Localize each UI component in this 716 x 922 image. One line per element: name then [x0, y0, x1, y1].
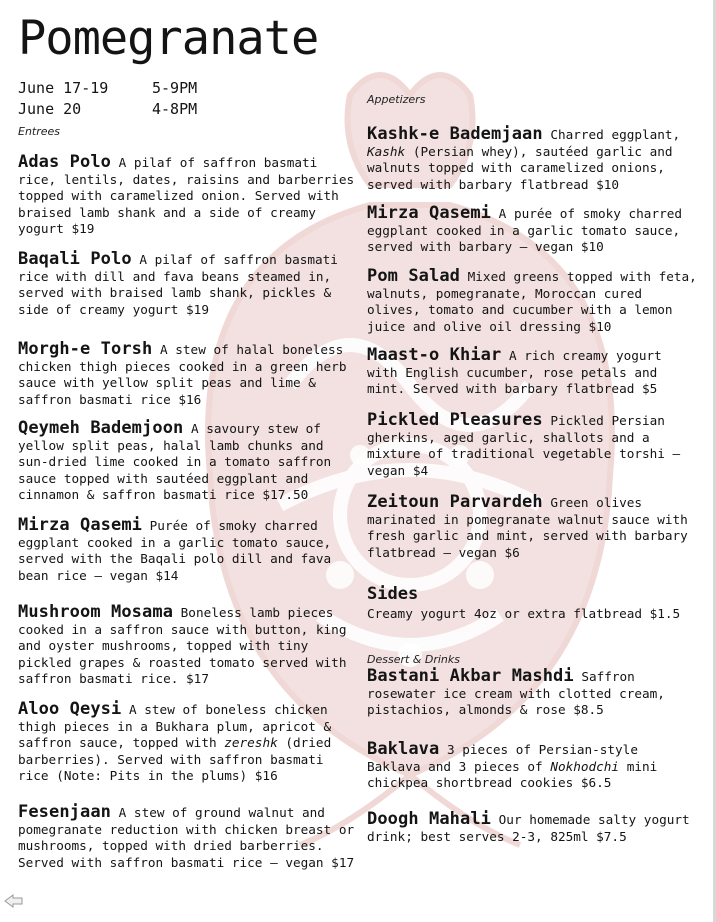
- item-name: Aloo Qeysi: [18, 699, 122, 719]
- item-description: A savoury stew of yellow split peas, halal lamb chunks and sun-dried lime cooked in a tomato saffron sauce topped with sautéed eggplant and cinnamon & saffron basmati rice $17.50: [18, 421, 332, 503]
- item-description-end: (dried barberries). Served with saffron basmati rice (Note: Pits in the plums) $16: [18, 735, 332, 784]
- item-description-emphasis: Kashk: [367, 143, 406, 159]
- item-description: Boneless lamb pieces cooked in a saffron sauce with button, king and oyster mushrooms, topped with tiny pickled grapes & roasted tomato served with saffron basmati rice. $17: [18, 605, 347, 687]
- item-name: Kashk-e Bademjaan: [367, 124, 543, 144]
- item-name: Baqali Polo: [18, 249, 132, 269]
- item-description-end: mini chickpea shortbread cookies $6.5: [367, 758, 658, 791]
- sides-description: Creamy yogurt 4oz or extra flatbread $1.5: [367, 606, 681, 621]
- item-name: Bastani Akbar Mashdi: [367, 666, 574, 686]
- schedule-time: 5-9PM: [152, 79, 198, 97]
- menu-item-bastani-akbar-mashdi: [367, 668, 697, 719]
- item-name: Pom Salad: [367, 266, 461, 286]
- item-name: Mirza Qasemi: [18, 515, 143, 535]
- menu-item-mushroom-mosama: [18, 604, 356, 688]
- item-name: Morgh-e Torsh: [18, 339, 153, 359]
- menu-item-mirza-qasemi: [18, 517, 356, 584]
- menu-item-aloo-qeysi: [18, 701, 356, 785]
- item-description: Green olives marinated in pomegranate walnut sauce with fresh garlic and mint, served with barbary flatbread – vegan $6: [367, 495, 688, 560]
- item-description-start: 3 pieces of Persian-style Baklava and 3 pieces of: [367, 742, 638, 774]
- schedule-day: June 20: [18, 100, 82, 118]
- desserts-column: [367, 0, 697, 922]
- item-name: Fesenjaan: [18, 802, 112, 822]
- menu-item-adas-polo: [18, 154, 356, 238]
- item-description: A stew of ground walnut and pomegranate reduction with chicken breast or mushrooms, topped with dried barberries. Served with saffron basmati rice – vegan $17: [18, 805, 355, 870]
- item-description: Our homemade salty yogurt drink; best serves 2-3, 825ml $7.5: [367, 812, 690, 844]
- item-description-start: A stew of boneless chicken thigh pieces in a Bukhara plum, apricot & saffron sauce, topped with: [18, 702, 332, 751]
- item-description-emphasis: zereshk: [224, 735, 278, 751]
- item-description: A rich creamy yogurt with English cucumber, rose petals and mint. Served with barbary flatbread $5: [367, 348, 662, 397]
- item-description: A pilaf of saffron basmati rice, lentils, dates, raisins and barberries topped with caramelized onion. Served with braised lamb shank and a side of creamy yogurt $19: [18, 155, 355, 237]
- menu-item-baqali-polo: [18, 251, 356, 318]
- item-name: Pickled Pleasures: [367, 410, 543, 430]
- item-description: Saffron rosewater ice cream with clotted cream, pistachios, almonds & rose $8.5: [367, 669, 665, 718]
- item-description: Purée of smoky charred eggplant cooked in a garlic tomato sauce, served with the Baqali polo dill and fava bean rice – vegan $14: [18, 518, 332, 583]
- appetizers-label: Appetizers: [367, 93, 426, 106]
- item-description-emphasis: Nokhodchi: [550, 758, 620, 774]
- item-description: Pickled Persian gherkins, aged garlic, shallots and a mixture of traditional vegetable torshi – vegan $4: [367, 413, 681, 478]
- schedule-time: 4-8PM: [152, 100, 198, 118]
- item-description: Mixed greens topped with feta, walnuts, pomegranate, Moroccan cured olives, tomato and cucumber with a lemon juice and olive oil dressing $10: [367, 269, 697, 334]
- desserts-label: Dessert & Drinks: [367, 653, 460, 666]
- item-name: Doogh Mahali: [367, 809, 492, 829]
- item-description-start: Charred eggplant,: [550, 127, 681, 142]
- item-name: Mushroom Mosama: [18, 602, 174, 622]
- menu-item-fesenjaan: [18, 804, 356, 871]
- menu-item-baklava: [367, 741, 697, 792]
- item-name: Baklava: [367, 739, 440, 759]
- item-name: Maast-o Khiar: [367, 345, 502, 365]
- menu-item-doogh-mahali: [367, 811, 697, 845]
- entrees-column: [18, 0, 356, 922]
- item-description: A purée of smoky charred eggplant cooked in a garlic tomato sauce, served with barbary – vegan $10: [367, 206, 682, 255]
- item-description-end: (Persian whey), sautéed garlic and walnuts topped with caramelized onions, served with barbary flatbread $10: [367, 143, 673, 192]
- page-title: Pomegranate: [18, 11, 319, 66]
- sides-heading: Sides: [367, 584, 419, 604]
- item-name: Qeymeh Bademjoon: [18, 418, 184, 438]
- item-name: Adas Polo: [18, 152, 112, 172]
- menu-item-morgh-e-torsh: [18, 341, 356, 408]
- item-name: Mirza Qasemi: [367, 203, 492, 223]
- item-description: A pilaf of saffron basmati rice with dill and fava beans steamed in, served with braised lamb shank, pickles & side of creamy yogurt $19: [18, 252, 338, 317]
- entrees-label: Entrees: [18, 125, 61, 138]
- schedule-day: June 17-19: [18, 79, 109, 97]
- item-description: A stew of halal boneless chicken thigh pieces cooked in a green herb sauce with yellow split peas and lime & saffron basmati rice $16: [18, 342, 347, 407]
- item-name: Zeitoun Parvardeh: [367, 492, 543, 512]
- back-arrow-icon[interactable]: [4, 893, 24, 909]
- menu-item-qeymeh-bademjoon: [18, 420, 356, 504]
